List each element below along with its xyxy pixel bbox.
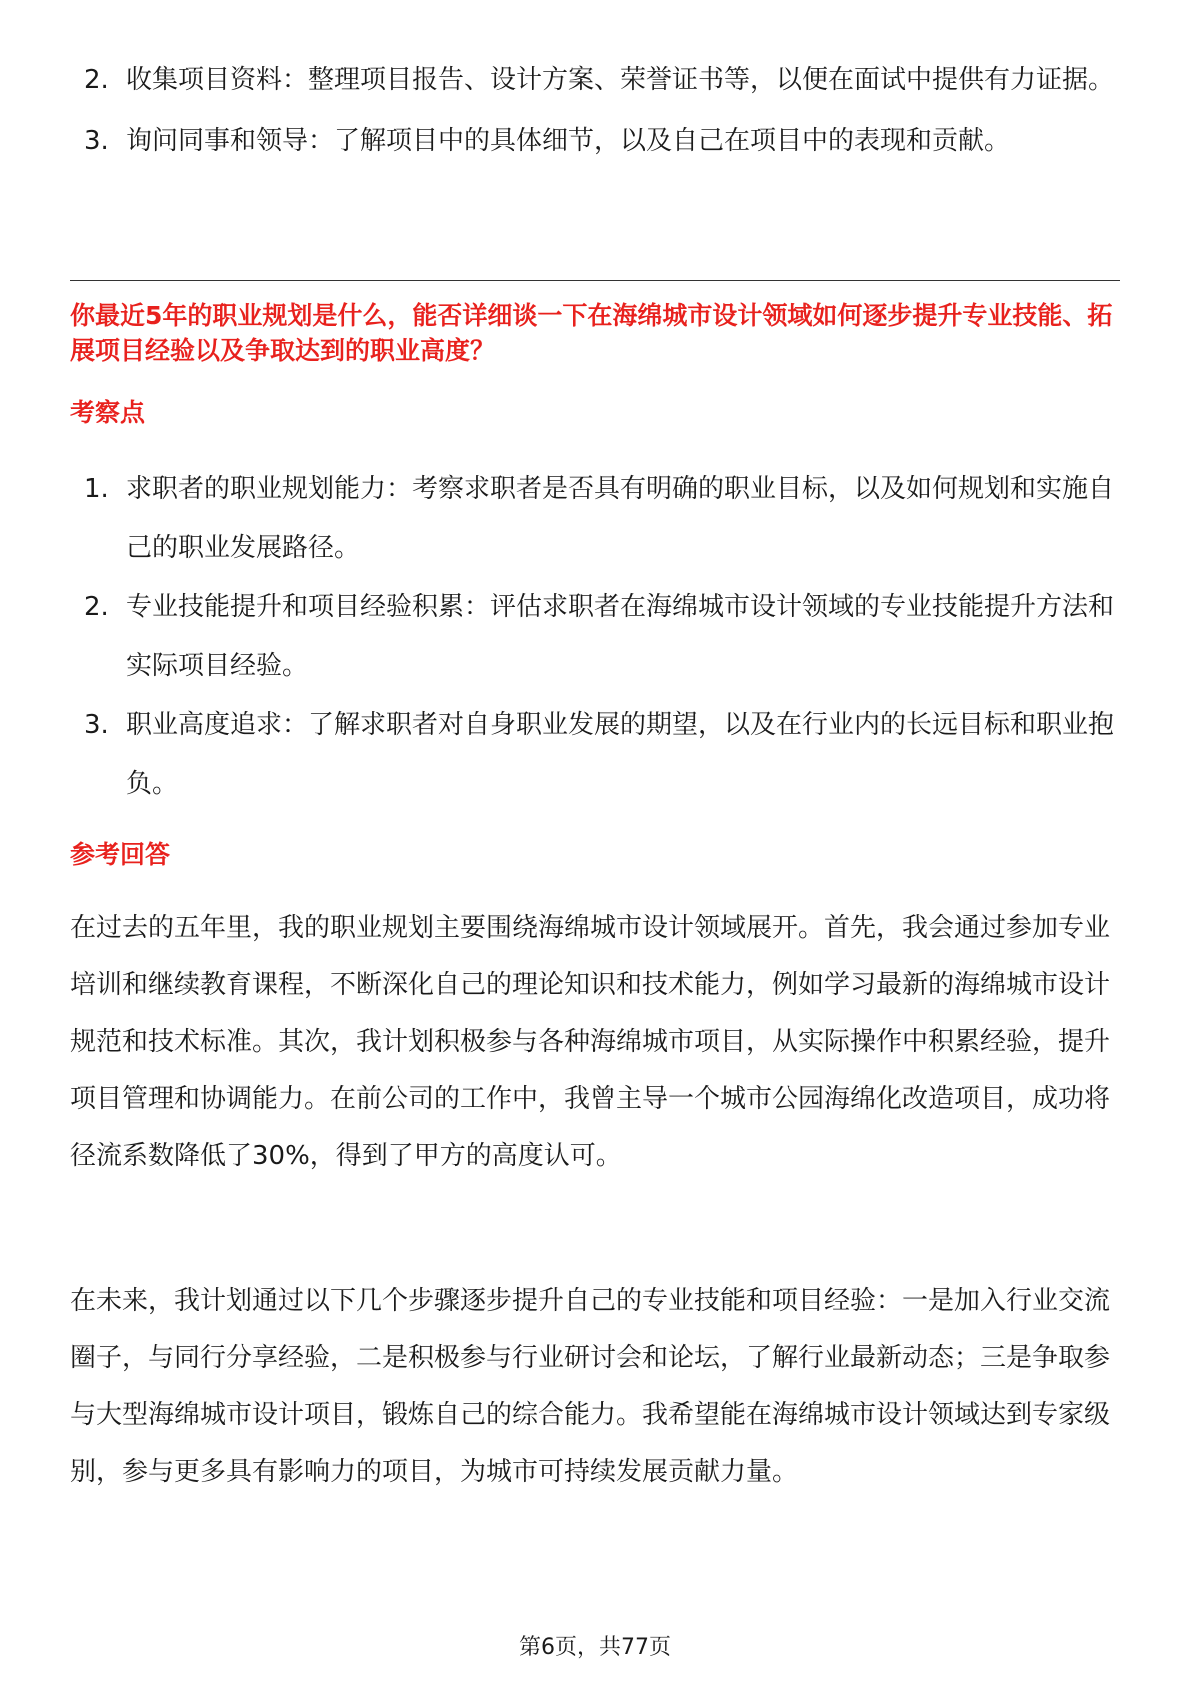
answer-paragraph: 在未来，我计划通过以下几个步骤逐步提升自己的专业技能和项目经验：一是加入行业交流圈子，与同行分享经验，二是积极参与行业研讨会和论坛，了解行业最新动态；三是争取参与大型海绵城市设计项目，锻炼自己的综合能力。我希望能在海绵城市设计领域达到专家级别，参与更多具有影响力的项目，为城市可持续发展贡献力量。 (70, 1286, 1111, 1487)
answer-paragraph: 在过去的五年里，我的职业规划主要围绕海绵城市设计领域展开。首先，我会通过参加专业培训和继续教育课程，不断深化自己的理论知识和技术能力，例如学习最新的海绵城市设计规范和技术标准。其次，我计划积极参与各种海绵城市项目，从实际操作中积累经验，提升项目管理和协调能力。在前公司的工作中，我曾主导一个城市公园海绵化改造项目，成功将径流系数降低了30%，得到了甲方的高度认可。 (70, 913, 1111, 1171)
focus-points-list (80, 460, 1120, 814)
list-item (80, 112, 1120, 171)
continued-list (80, 51, 1120, 171)
list-item-number: 2. (84, 592, 109, 622)
section-divider (70, 280, 1120, 281)
list-item (80, 460, 1120, 578)
list-item-text: 求职者的职业规划能力：考察求职者是否具有明确的职业目标，以及如何规划和实施自己的职业发展路径。 (126, 474, 1115, 563)
list-item-number: 3. (84, 126, 109, 156)
list-item-text: 职业高度追求：了解求职者对自身职业发展的期望，以及在行业内的长远目标和职业抱负。 (126, 710, 1115, 799)
list-item-number: 1. (84, 474, 109, 504)
list-item (80, 51, 1120, 110)
list-item (80, 578, 1120, 696)
page-number: 第6页，共77页 (519, 1635, 671, 1660)
list-item-text: 询问同事和领导：了解项目中的具体细节，以及自己在项目中的表现和贡献。 (126, 126, 1011, 156)
list-item-number: 2. (84, 65, 109, 95)
reference-answer-title: 参考回答 (70, 840, 171, 869)
focus-points-title: 考察点 (70, 398, 146, 427)
list-item-text: 专业技能提升和项目经验积累：评估求职者在海绵城市设计领域的专业技能提升方法和实际项目经验。 (126, 592, 1115, 681)
list-item-number: 3. (84, 710, 109, 740)
list-item (80, 696, 1120, 814)
interview-question: 你最近5年的职业规划是什么，能否详细谈一下在海绵城市设计领域如何逐步提升专业技能、拓展项目经验以及争取达到的职业高度？ (70, 301, 1113, 365)
list-item-text: 收集项目资料：整理项目报告、设计方案、荣誉证书等，以便在面试中提供有力证据。 (126, 65, 1115, 95)
